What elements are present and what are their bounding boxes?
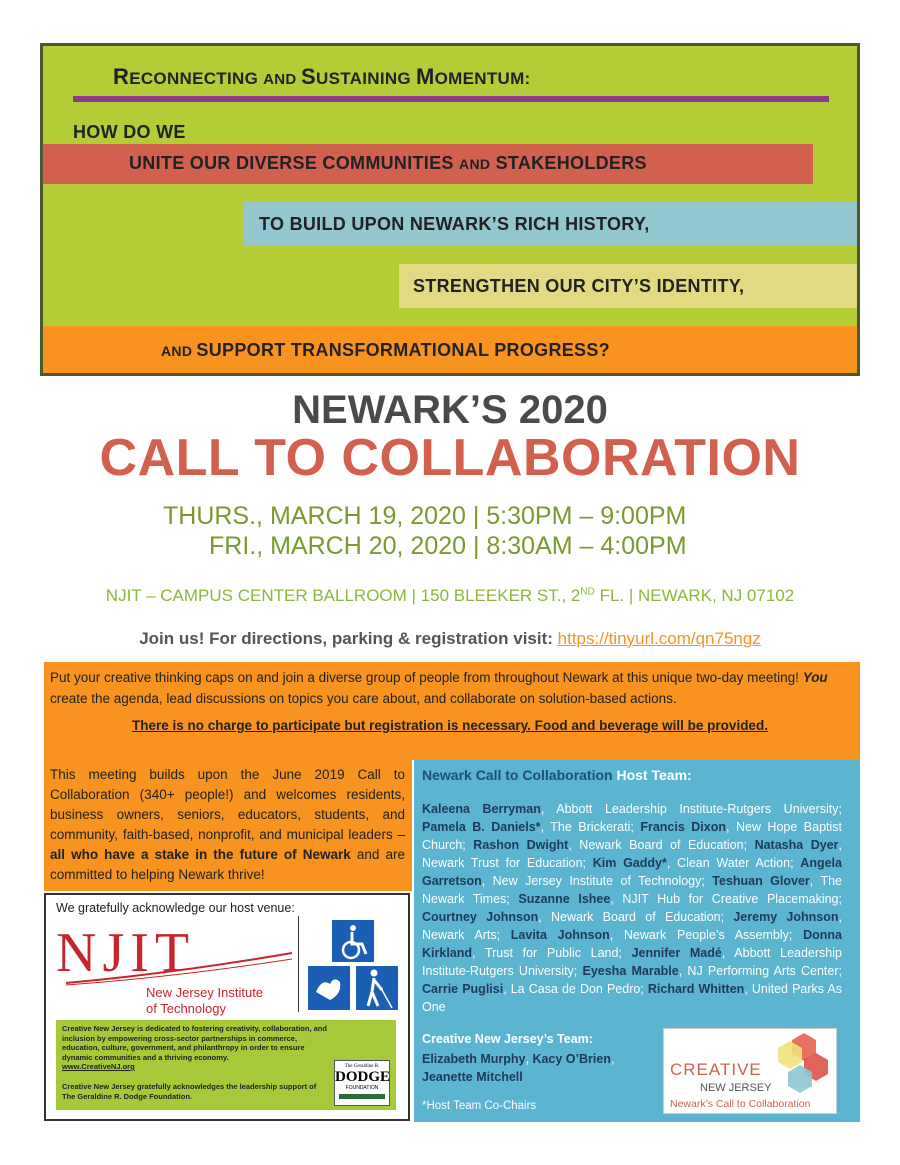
cnj-logo-tagline: Newark’s Call to Collaboration <box>670 1098 811 1110</box>
creative-nj-mission: Creative New Jersey is dedicated to fostering creativity, collaboration, and inclusion by empowering cross-sector partnerships in commerce, education, culture, government, and philanthropy in order to ensure dynamic communities and a thriving economy. www.CreativeNJ.org <box>62 1024 327 1071</box>
host-member-org: , Newark Trust for Education; <box>422 838 843 870</box>
host-member-org: , New Hope Baptist Church; <box>422 820 843 852</box>
host-member-name: Pamela B. Daniels* <box>422 820 541 834</box>
registration-link[interactable]: https://tinyurl.com/qn75ngz <box>557 629 761 648</box>
join-line: Join us! For directions, parking & registration visit: https://tinyurl.com/qn75ngz <box>139 629 761 648</box>
host-member-name: Donna Kirkland <box>422 928 842 960</box>
creative-nj-url[interactable]: www.CreativeNJ.org <box>62 1062 135 1071</box>
cnj-logo-word1: CREATIVE <box>670 1060 762 1079</box>
host-member-org: , La Casa de Don Pedro; <box>503 982 648 996</box>
host-member-name: Kaleena Berryman <box>422 802 541 816</box>
host-team-title: Newark Call to Collaboration Host Team: <box>422 767 692 783</box>
host-member-name: Angela Garretson <box>422 856 842 888</box>
host-member-org: , The Newark Times; <box>422 874 842 906</box>
divider <box>298 916 299 1012</box>
dodge-acknowledgement: Creative New Jersey gratefully acknowledges the leadership support of The Geraldine R. Dodge Foundation. <box>62 1082 317 1101</box>
host-member-org: , United Parks As One <box>422 982 842 1014</box>
host-member-org: , Newark Board of Education; <box>568 838 755 852</box>
host-member-org: , Clean Water Action; <box>666 856 801 870</box>
host-member-name: Rashon Dwight <box>473 838 569 852</box>
host-member-name: Teshuan Glover <box>712 874 810 888</box>
host-member-name: Eyesha Marable <box>582 964 679 978</box>
host-member-name: Kim Gaddy* <box>592 856 667 870</box>
host-member-name: Richard Whitten <box>647 982 745 996</box>
banner-line2: HOW DO WE <box>73 122 186 142</box>
host-member-name: Carrie Puglisi <box>422 982 504 996</box>
dodge-foundation-logo: The Geraldine R. DODGE FOUNDATION <box>334 1060 390 1106</box>
title-year: NEWARK’S 2020 <box>292 388 608 432</box>
host-member-org: , Abbott Leadership Institute-Rutgers University; <box>540 802 843 816</box>
co-chairs-note: *Host Team Co-Chairs <box>422 1100 537 1112</box>
host-member-name: Lavita Johnson <box>510 928 610 942</box>
host-member-org: , The Brickerati; <box>540 820 641 834</box>
host-member-org: , New Jersey Institute of Technology; <box>481 874 713 888</box>
host-member-org: , Newark Arts; <box>422 910 842 942</box>
host-member-org: , NJ Performing Arts Center; <box>678 964 842 978</box>
meeting-text: This meeting builds upon the June 2019 Call to Collaboration (340+ people!) and welcomes residents, business owners, seniors, educators, students, and community, faith-based, nonprofit, and municipal leaders – all who have a stake in the future of Newark and are committed to helping Newark thrive! <box>50 767 405 882</box>
banner-line6: AND SUPPORT TRANSFORMATIONAL PROGRESS? <box>161 340 610 360</box>
njit-name-2: of Technology <box>146 1001 226 1016</box>
date-friday: FRI., MARCH 20, 2020 | 8:30AM – 4:00PM <box>209 532 687 560</box>
cnj-logo-word2: NEW JERSEY <box>700 1082 772 1094</box>
banner <box>40 43 860 376</box>
host-member-org: , NJIT Hub for Creative Placemaking; <box>610 892 842 906</box>
host-member-name: Francis Dixon <box>640 820 727 834</box>
accessibility-icons <box>308 920 400 1019</box>
host-member-name: Jennifer Madé <box>631 946 722 960</box>
banner-line5: STRENGTHEN OUR CITY’S IDENTITY, <box>413 276 745 296</box>
intro-text: Put your creative thinking caps on and join a diverse group of people from throughout Newark at this unique two-day meeting! You create the agenda, lead discussions on topics you care about, and collaborate on solution-based actions. <box>50 670 828 706</box>
title-main: CALL TO COLLABORATION <box>99 429 801 487</box>
njit-logo-text: NJIT <box>56 925 196 984</box>
host-member-org: , Newark People’s Assembly; <box>609 928 804 942</box>
date-thursday: THURS., MARCH 19, 2020 | 5:30PM – 9:00PM <box>163 502 687 530</box>
banner-line4: TO BUILD UPON NEWARK’S RICH HISTORY, <box>259 214 650 234</box>
host-member-name: Courtney Johnson <box>422 910 539 924</box>
njit-name-1: New Jersey Institute <box>146 985 264 1000</box>
registration-notice: There is no charge to participate but registration is necessary. Food and beverage will be provided. <box>132 718 768 733</box>
venue-address: NJIT – CAMPUS CENTER BALLROOM | 150 BLEEKER ST., 2ND FL. | NEWARK, NJ 07102 <box>105 586 795 605</box>
host-team-list <box>422 800 842 1016</box>
banner-line3: UNITE OUR DIVERSE COMMUNITIES AND STAKEHOLDERS <box>129 153 647 173</box>
host-member-org: , Newark Board of Education; <box>538 910 734 924</box>
creative-nj-team-names: Elizabeth Murphy, Kacy O’Brien, Jeanette Mitchell <box>422 1052 615 1084</box>
host-member-name: Suzanne Ishee <box>518 892 611 906</box>
venue-acknowledgement: We gratefully acknowledge our host venue: <box>56 901 295 915</box>
banner-underline <box>73 96 829 102</box>
host-member-name: Jeremy Johnson <box>733 910 839 924</box>
host-member-org: , Abbott Leadership Institute-Rutgers University; <box>422 946 842 978</box>
njit-logo <box>56 925 292 1022</box>
banner-line1: RECONNECTING AND SUSTAINING MOMENTUM: <box>113 64 531 89</box>
host-member-name: Natasha Dyer <box>754 838 839 852</box>
host-member-org: , Trust for Public Land; <box>472 946 632 960</box>
creative-nj-logo <box>663 1028 837 1114</box>
creative-nj-team-title: Creative New Jersey’s Team: <box>422 1032 593 1046</box>
